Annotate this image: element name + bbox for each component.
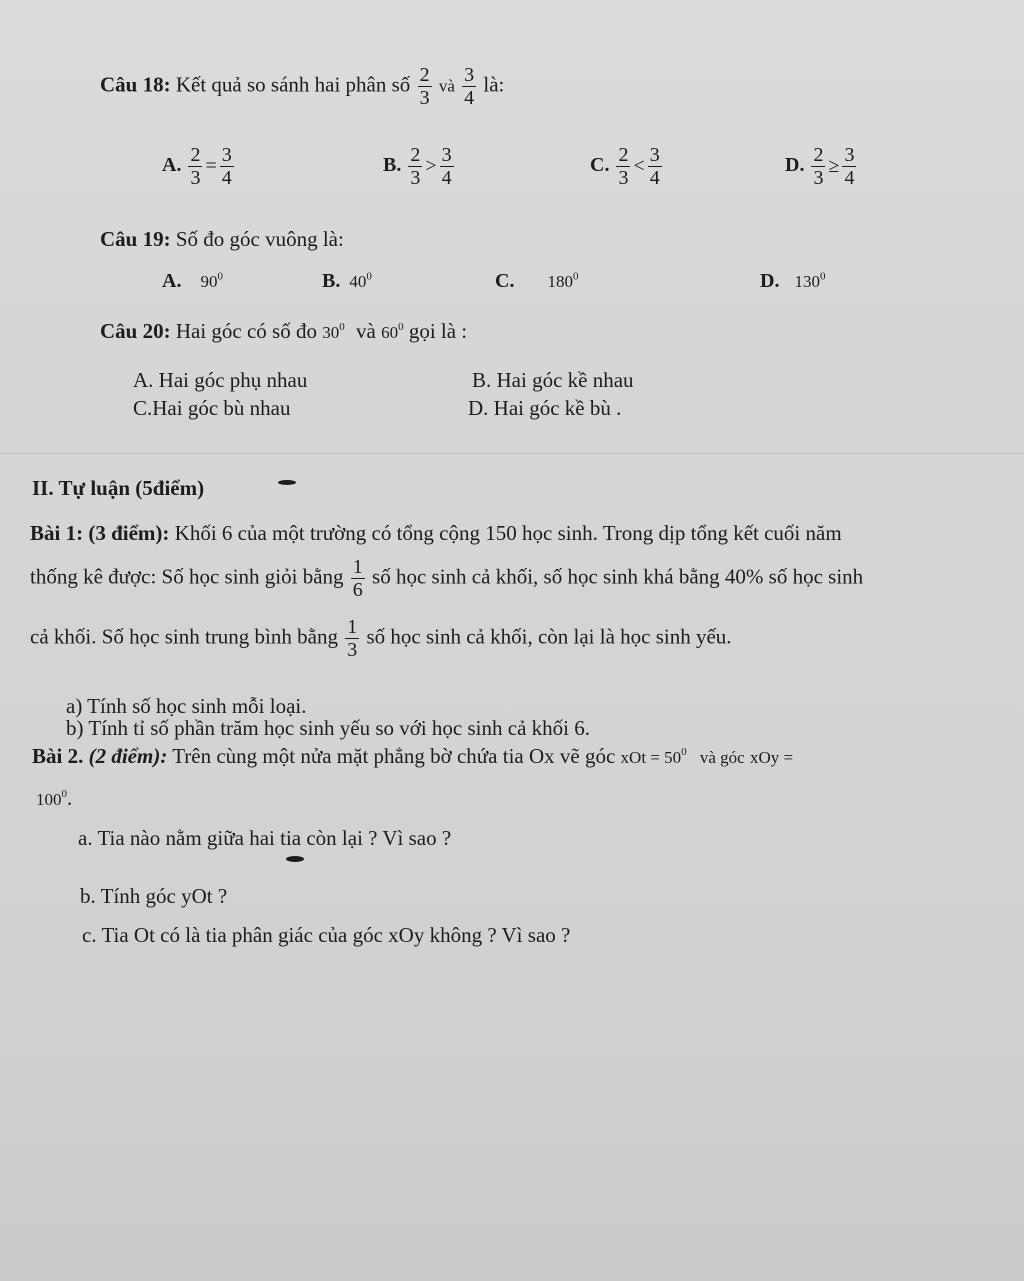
bai2-text: Trên cùng một nửa mặt phẳng bờ chứa tia Ox vẽ góc [172,744,616,768]
fraction [220,144,234,189]
bai2-item-c: c. Tia Ot có là tia phân giác của góc xOy không ? Vì sao ? [82,923,571,947]
numerator: 3 [464,64,475,86]
relation-sign: < [633,155,645,177]
angle-value: 40 [349,272,367,291]
denominator: 3 [190,167,201,189]
bai2-item-a: a. Tia nào nằm giữa hai tia còn lại ? Vì sao ? [78,826,452,850]
denominator: 4 [441,167,452,189]
numerator: 2 [813,144,824,166]
numerator: 3 [649,144,660,166]
fraction [188,144,202,189]
ink-dot [278,480,296,485]
denominator: 3 [813,167,824,189]
bai2-line1 [32,744,793,769]
question-18-end: là: [483,72,505,97]
question-19 [100,227,344,252]
denominator: 4 [649,167,660,189]
question-19-label: Câu 19: [100,227,171,251]
numerator: 3 [844,144,855,166]
bai1-label: Bài 1: (3 điểm): [30,521,170,545]
q18-option-d[interactable] [785,144,858,189]
q19-option-d[interactable] [760,270,825,293]
q20-option-b[interactable]: B. Hai góc kề nhau [472,368,634,392]
option-label: D. [785,154,805,177]
bai1-item-b: b) Tính tỉ số phần trăm học sinh yếu so với học sinh cả khối 6. [66,716,590,740]
fraction [345,616,359,661]
denominator: 3 [618,167,629,189]
question-20-text: Hai góc có số đo [175,319,317,343]
question-20-end: gọi là : [408,319,468,343]
numerator: 2 [190,144,201,166]
bai1-text: thống kê được: Số học sinh giỏi bằng [30,564,344,589]
q20-option-a[interactable]: A. Hai góc phụ nhau [133,368,308,392]
option-label: B. [322,270,341,292]
conjunction: và góc [699,748,745,767]
degree-sign: 0 [819,270,826,283]
angle-value: 60 [381,323,399,342]
option-label: A. [162,154,182,177]
section-title: II. Tự luận (5điểm) [32,476,205,500]
numerator: 1 [347,616,358,638]
bai2-line2 [36,786,72,811]
question-20 [100,319,467,344]
bai2-points: (2 điểm): [88,744,168,768]
fraction [648,144,662,189]
numerator: 1 [352,556,363,578]
fraction [351,556,365,601]
q18-option-b[interactable] [383,144,456,189]
fraction [440,144,454,189]
q20-option-d[interactable]: D. Hai góc kề bù . [468,396,622,420]
question-18-label: Câu 18: [100,72,171,97]
question-18-text: Kết quả so sánh hai phân số [175,72,411,97]
bai1-item-a: a) Tính số học sinh mỗi loại. [66,694,307,718]
bai1-text: Khối 6 của một trường có tổng cộng 150 học sinh. Trong dịp tổng kết cuối năm [174,521,842,545]
bai1-text: số học sinh cả khối, còn lại là học sinh yếu. [366,624,732,649]
denominator: 4 [221,167,232,189]
denominator: 3 [410,167,421,189]
denominator: 4 [844,167,855,189]
option-label: D. [760,270,780,292]
relation-sign: ≥ [828,155,840,177]
numerator: 2 [410,144,421,166]
degree-sign: 0 [217,270,223,283]
bai1-text: cả khối. Số học sinh trung bình bằng [30,624,338,649]
denominator: 3 [419,87,430,109]
fraction [418,64,432,109]
denominator: 4 [464,87,475,109]
fraction [462,64,476,109]
option-label: A. [162,270,182,292]
option-label: C. [590,154,610,177]
bai2-label: Bài 2. [32,744,84,768]
q18-option-c[interactable] [590,144,664,189]
numerator: 2 [419,64,430,86]
conjunction: và [438,76,455,96]
numerator: 3 [221,144,232,166]
degree-sign: 0 [366,270,372,283]
period: . [67,786,73,810]
denominator: 6 [352,579,363,601]
fraction [616,144,630,189]
bai1-line1 [30,521,842,546]
angle-value: 100 [36,790,62,809]
bai2-item-b: b. Tính góc yOt ? [80,884,228,908]
fraction [811,144,825,189]
q18-option-a[interactable] [162,144,236,189]
question-18 [100,64,504,109]
bai1-line2 [30,556,863,601]
relation-sign: > [425,155,437,177]
numerator: 2 [618,144,629,166]
angle-value: 90 [200,272,218,291]
bai1-text: số học sinh cả khối, số học sinh khá bằng 40% số học sinh [372,564,864,589]
conjunction: và [355,319,376,343]
angle-value: 180 [547,272,573,291]
degree-sign: 0 [61,788,67,800]
q19-option-a[interactable] [162,270,223,293]
degree-sign: 0 [681,746,687,758]
angle-equation: xOy = [749,748,794,767]
question-20-label: Câu 20: [100,319,171,343]
q19-option-c[interactable] [495,270,578,293]
fraction [408,144,422,189]
option-label: C. [495,270,515,292]
fraction [842,144,856,189]
question-19-text: Số đo góc vuông là: [175,227,344,251]
angle-value: 30 [322,323,340,342]
degree-sign: 0 [398,321,404,333]
degree-sign: 0 [339,321,345,333]
angle-equation: xOt = 50 [620,748,682,767]
angle-value: 130 [794,272,820,291]
bai1-line3 [30,616,732,661]
option-label: B. [383,154,402,177]
denominator: 3 [347,639,358,661]
degree-sign: 0 [572,270,579,283]
q20-option-c[interactable]: C.Hai góc bù nhau [133,396,291,420]
q19-option-b[interactable] [322,270,372,293]
relation-sign: = [205,155,217,177]
numerator: 3 [441,144,452,166]
ink-dot [286,856,304,862]
